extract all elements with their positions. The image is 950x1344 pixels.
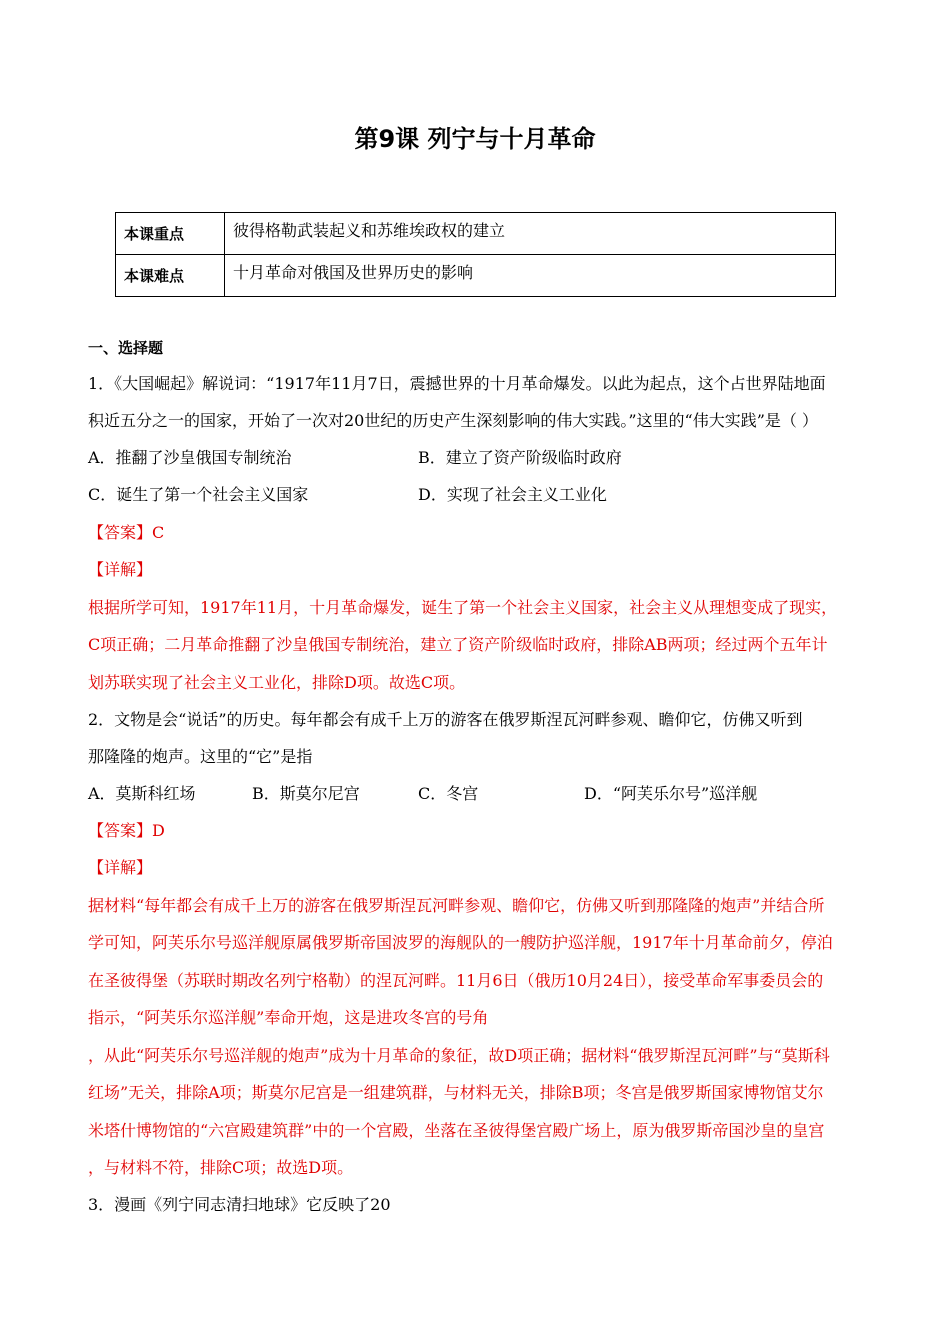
q1-stem-line: 1．《大国崛起》解说词：“1917年11月7日，震撼世界的十月革命爆发。以此为起点，这个占世界陆地面 — [88, 374, 826, 393]
q1-detail-label: 【详解】 — [88, 560, 153, 579]
q3-stem-line: 3．漫画《列宁同志清扫地球》它反映了20 — [88, 1195, 391, 1214]
q2-option-b: B．斯莫尔尼宫 — [252, 784, 360, 803]
q2-option-c: C．冬宫 — [418, 784, 479, 803]
key-points-table — [115, 212, 836, 297]
difficulty-value: 十月革命对俄国及世界历史的影响 — [225, 255, 836, 297]
q2-detail-line: 米塔什博物馆的“六宫殿建筑群”中的一个宫殿，坐落在圣彼得堡宫殿广场上，原为俄罗斯帝国沙皇的皇宫 — [88, 1121, 825, 1140]
q1-detail-line: 根据所学可知，1917年11月，十月革命爆发，诞生了第一个社会主义国家，社会主义从理想变成了现实， — [88, 598, 838, 617]
q2-detail-label: 【详解】 — [88, 858, 153, 877]
q1-option-b: B．建立了资产阶级临时政府 — [418, 448, 622, 467]
key-point-label: 本课重点 — [116, 213, 225, 255]
q1-option-c: C．诞生了第一个社会主义国家 — [88, 485, 309, 504]
table-row — [116, 255, 836, 297]
q1-detail-line: 划苏联实现了社会主义工业化，排除D项。故选C项。 — [88, 673, 466, 692]
table-row — [116, 213, 836, 255]
q2-stem-line: 那隆隆的炮声。这里的“它”是指 — [88, 747, 313, 766]
q2-option-d: D．“阿芙乐尔号”巡洋舰 — [584, 784, 758, 803]
page-title: 第9课 列宁与十月革命 — [354, 125, 596, 153]
q2-detail-line: ，从此“阿芙乐尔号巡洋舰的炮声”成为十月革命的象征，故D项正确；据材料“俄罗斯涅瓦河畔”与“莫斯科 — [88, 1046, 830, 1065]
q2-detail-line: 在圣彼得堡（苏联时期改名列宁格勒）的涅瓦河畔。11月6日（俄历10月24日），接受革命军事委员会的 — [88, 971, 824, 990]
q2-answer: 【答案】D — [88, 821, 165, 840]
q2-option-a: A．莫斯科红场 — [88, 784, 196, 803]
q2-detail-line: 指示，“阿芙乐尔巡洋舰”奉命开炮，这是进攻冬宫的号角 — [88, 1008, 489, 1027]
q2-detail-line: 学可知，阿芙乐尔号巡洋舰原属俄罗斯帝国波罗的海舰队的一艘防护巡洋舰，1917年十月革命前夕，停泊 — [88, 933, 833, 952]
q1-option-a: A．推翻了沙皇俄国专制统治 — [88, 448, 292, 467]
q1-detail-line: C项正确；二月革命推翻了沙皇俄国专制统治，建立了资产阶级临时政府，排除AB两项；经过两个五年计 — [88, 635, 828, 654]
key-point-value: 彼得格勒武装起义和苏维埃政权的建立 — [225, 213, 836, 255]
section-heading: 一、选择题 — [88, 339, 164, 357]
q2-detail-line: ，与材料不符，排除C项；故选D项。 — [88, 1158, 354, 1177]
q2-detail-line: 红场”无关，排除A项；斯莫尔尼宫是一组建筑群，与材料无关，排除B项；冬宫是俄罗斯国家博物馆艾尔 — [88, 1083, 824, 1102]
difficulty-label: 本课难点 — [116, 255, 225, 297]
q1-option-d: D．实现了社会主义工业化 — [418, 485, 607, 504]
q2-detail-line: 据材料“每年都会有成千上万的游客在俄罗斯涅瓦河畔参观、瞻仰它，仿佛又听到那隆隆的炮声”并结合所 — [88, 896, 825, 915]
q1-answer: 【答案】C — [88, 523, 165, 542]
q2-stem-line: 2．文物是会“说话”的历史。每年都会有成千上万的游客在俄罗斯涅瓦河畔参观、瞻仰它，仿佛又听到 — [88, 710, 803, 729]
q1-stem-line: 积近五分之一的国家，开始了一次对20世纪的历史产生深刻影响的伟大实践。”这里的“伟大实践”是（ ） — [88, 411, 818, 430]
